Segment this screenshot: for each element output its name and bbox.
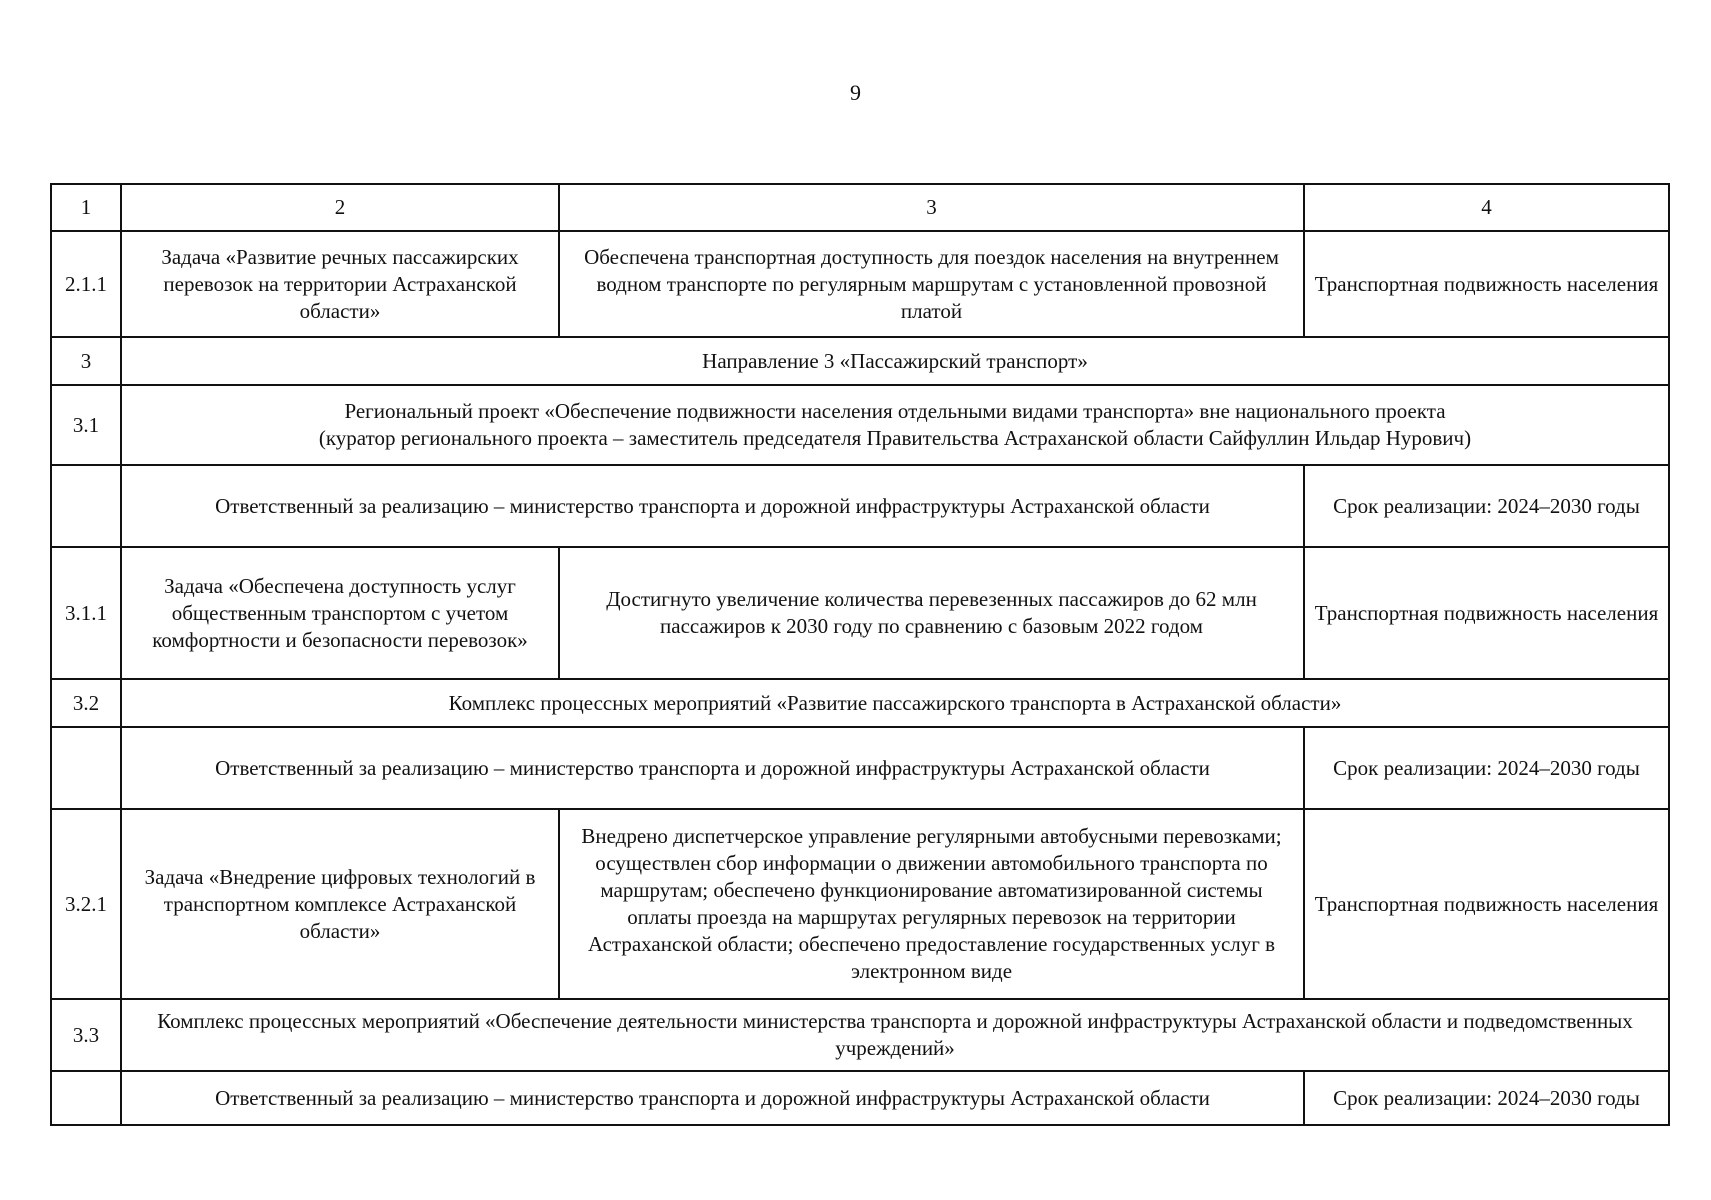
project-title	[121, 385, 1669, 465]
result-cell: Внедрено диспетчерское управление регулярными автобусными перевозками; осуществлен сбор информации о движении автомобильного транспорта по маршрутам; обеспечено функционирование автоматизированной системы оплаты проезда на маршрутах регулярных перевозок на территории Астраханской области; обеспечено предоставление государственных услуг в электронном виде	[559, 809, 1304, 999]
responsible-row	[51, 727, 1669, 809]
row-number: 3	[51, 337, 121, 385]
project-title-line: Региональный проект «Обеспечение подвижности населения отдельными видами транспорта» вне национального проекта	[344, 399, 1446, 423]
header-cell: 1	[51, 184, 121, 231]
responsible-cell: Ответственный за реализацию – министерство транспорта и дорожной инфраструктуры Астраханской области	[121, 465, 1304, 547]
row-number: 3.1.1	[51, 547, 121, 679]
indicator-cell: Транспортная подвижность населения	[1304, 231, 1669, 337]
project-row	[51, 385, 1669, 465]
task-cell: Задача «Развитие речных пассажирских перевозок на территории Астраханской области»	[121, 231, 559, 337]
task-cell: Задача «Обеспечена доступность услуг общественным транспортом с учетом комфортности и безопасности перевозок»	[121, 547, 559, 679]
row-number: 3.3	[51, 999, 121, 1071]
complex-title: Комплекс процессных мероприятий «Обеспечение деятельности министерства транспорта и дорожной инфраструктуры Астраханской области и подведомственных учреждений»	[121, 999, 1669, 1071]
table-row	[51, 547, 1669, 679]
term-cell: Срок реализации: 2024–2030 годы	[1304, 1071, 1669, 1125]
section-row	[51, 999, 1669, 1071]
table-row	[51, 809, 1669, 999]
responsible-cell: Ответственный за реализацию – министерство транспорта и дорожной инфраструктуры Астраханской области	[121, 1071, 1304, 1125]
row-number: 3.2	[51, 679, 121, 727]
term-cell: Срок реализации: 2024–2030 годы	[1304, 727, 1669, 809]
header-cell: 4	[1304, 184, 1669, 231]
header-cell: 2	[121, 184, 559, 231]
section-row	[51, 337, 1669, 385]
complex-title: Комплекс процессных мероприятий «Развитие пассажирского транспорта в Астраханской области»	[121, 679, 1669, 727]
task-cell: Задача «Внедрение цифровых технологий в транспортном комплексе Астраханской области»	[121, 809, 559, 999]
responsible-row	[51, 465, 1669, 547]
indicator-cell: Транспортная подвижность населения	[1304, 547, 1669, 679]
empty-number-cell	[51, 465, 121, 547]
indicator-cell: Транспортная подвижность населения	[1304, 809, 1669, 999]
row-number: 2.1.1	[51, 231, 121, 337]
row-number: 3.2.1	[51, 809, 121, 999]
term-cell: Срок реализации: 2024–2030 годы	[1304, 465, 1669, 547]
empty-number-cell	[51, 727, 121, 809]
header-row	[51, 184, 1669, 231]
project-curator-line: (куратор регионального проекта – заместитель председателя Правительства Астраханской области Сайфуллин Ильдар Нурович)	[318, 426, 1472, 450]
result-cell: Обеспечена транспортная доступность для поездок населения на внутреннем водном транспорте по регулярным маршрутам с установленной провозной платой	[559, 231, 1304, 337]
responsible-row	[51, 1071, 1669, 1125]
program-structure-table	[50, 183, 1670, 1126]
section-title: Направление 3 «Пассажирский транспорт»	[121, 337, 1669, 385]
table-row	[51, 231, 1669, 337]
row-number: 3.1	[51, 385, 121, 465]
page-number: 9	[850, 80, 861, 105]
section-row	[51, 679, 1669, 727]
header-cell: 3	[559, 184, 1304, 231]
result-cell: Достигнуто увеличение количества перевезенных пассажиров до 62 млн пассажиров к 2030 году по сравнению с базовым 2022 годом	[559, 547, 1304, 679]
empty-number-cell	[51, 1071, 121, 1125]
responsible-cell: Ответственный за реализацию – министерство транспорта и дорожной инфраструктуры Астраханской области	[121, 727, 1304, 809]
